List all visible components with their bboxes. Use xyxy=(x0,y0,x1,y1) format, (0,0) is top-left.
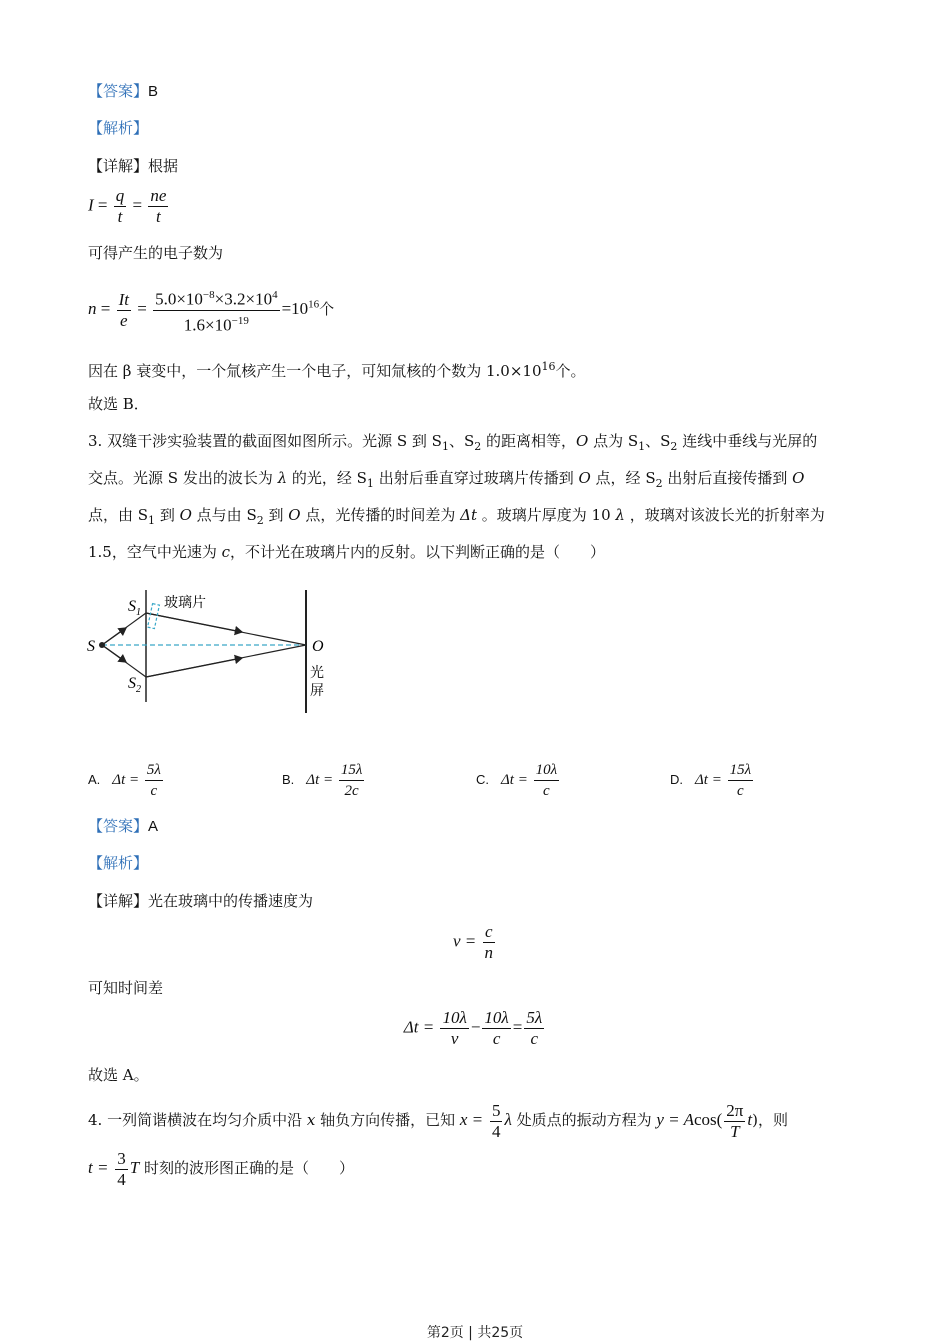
detail-tag: 【详解】 xyxy=(88,157,149,175)
eqdt-frac2 xyxy=(482,1008,510,1049)
q4-l1a: 4. 一列简谐横波在均匀介质中沿 xyxy=(88,1111,307,1129)
eqdt-eq: = xyxy=(512,1017,523,1037)
q4-line2 xyxy=(88,1148,354,1190)
q4-l2t: t = xyxy=(88,1158,109,1177)
eq1-f2-num: ne xyxy=(150,186,167,205)
q3-l3o2: O xyxy=(288,506,301,524)
option-a-den: c xyxy=(150,783,158,799)
q3-l4b: ，不计光在玻璃片内的反射。以下判断正确的是（ ） xyxy=(230,543,606,561)
label-o: O xyxy=(312,638,324,655)
q3-l1s2: 2 xyxy=(474,440,482,453)
q3-l1f: 连线中垂线与光屏的 xyxy=(677,432,818,450)
q4-frac3-den: 4 xyxy=(117,1169,126,1189)
answer-tag: 【答案】 xyxy=(88,82,149,100)
option-d-dt: Δt = xyxy=(695,771,722,788)
q4-l1x: x xyxy=(306,1111,316,1129)
q4-l1b: 轴负方向传播，已知 xyxy=(315,1111,460,1129)
q3-l3a: 点，由 S xyxy=(88,506,149,524)
q3-l4a: 1.5，空气中光速为 xyxy=(88,543,222,561)
eqv-frac xyxy=(483,922,496,963)
page-footer: 第2页 | 共25页 xyxy=(426,1325,524,1341)
q3-l2s1: 1 xyxy=(366,477,374,490)
eq1-frac1 xyxy=(114,186,127,227)
option-b-den: 2c xyxy=(344,783,359,799)
q3-l3s1: 1 xyxy=(148,514,156,527)
q3-l3o: O xyxy=(179,506,192,524)
equation-electron-count: n = $\frac{It}{e}$ = $\frac{5.0\times 10^{-8}\times 3.2\times 10^4}{1.6\times 10^{-19}}$ $=10^{16}$个 xyxy=(88,285,334,335)
analysis-tag: 【解析】 xyxy=(88,119,149,137)
option-c[interactable] xyxy=(476,760,561,801)
q3-l1b: 、S xyxy=(448,432,475,450)
double-slit-diagram xyxy=(82,585,342,720)
eqdt-frac3 xyxy=(524,1008,544,1049)
eq1-f1-num: q xyxy=(115,186,125,205)
label-s2-main: S xyxy=(128,675,136,692)
q4-frac1 xyxy=(490,1101,503,1142)
label-s1-sub: 1 xyxy=(136,607,141,618)
eqdt-f3-den: c xyxy=(530,1029,539,1048)
choose-a: 故选 A。 xyxy=(88,1066,149,1084)
q4-l1d: )，则 xyxy=(752,1111,788,1129)
q3-line3 xyxy=(88,504,825,532)
conclusion-exp: 16 xyxy=(541,360,556,373)
eqdt-f2-den: c xyxy=(492,1029,501,1048)
q4-frac2 xyxy=(724,1101,745,1142)
q3-l1c: 的距离相等， xyxy=(481,432,577,450)
q3-l3g: ，玻璃对该波长光的折射率为 xyxy=(624,506,825,524)
eq2-f1-num: It xyxy=(118,289,129,309)
q3-line1 xyxy=(88,430,817,458)
eq1-equals: = xyxy=(97,195,108,215)
eq1-f1-den: t xyxy=(117,207,123,226)
q3-l3f: 。玻璃片厚度为 10 xyxy=(477,506,616,524)
option-a-num: 5λ xyxy=(145,760,163,781)
option-d-num: 15λ xyxy=(728,760,754,781)
q4-frac1-num: 5 xyxy=(491,1100,501,1120)
option-c-frac xyxy=(534,760,560,801)
equation-time-difference xyxy=(0,1008,950,1049)
option-c-den: c xyxy=(543,783,550,799)
q3-l1s1: 1 xyxy=(441,440,449,453)
eqdt-lhs: Δt = xyxy=(403,1017,435,1037)
q3-detail-text: 光在玻璃中的传播速度为 xyxy=(148,892,314,910)
label-s1-main: S xyxy=(128,598,136,615)
eq2-result-exp: 16 xyxy=(308,298,320,311)
glass-plate xyxy=(148,604,160,629)
option-c-num: 10λ xyxy=(534,760,560,781)
q4-l1y: y = A xyxy=(656,1110,694,1129)
q4-frac3 xyxy=(115,1149,128,1190)
q4-l1t: t xyxy=(747,1110,753,1129)
q3-detail-line xyxy=(88,890,313,912)
source-point xyxy=(99,642,105,648)
eq2-lhs: n xyxy=(88,299,97,319)
option-b[interactable] xyxy=(282,760,366,801)
choose-b: 故选 B． xyxy=(88,395,149,413)
eq2-num-exp1: −8 xyxy=(202,289,215,301)
q4-l2T: T xyxy=(129,1158,140,1177)
q3-l2o: O xyxy=(578,469,591,487)
eq1-lhs: I xyxy=(88,195,94,215)
label-s2 xyxy=(128,675,141,695)
option-d-den: c xyxy=(737,783,744,799)
label-screen-2: 屏 xyxy=(310,683,324,699)
option-d-frac xyxy=(728,760,754,801)
q3-l3d: 到 xyxy=(263,506,289,524)
q3-l1e: 、S xyxy=(645,432,671,450)
label-screen-1: 光 xyxy=(310,665,324,681)
option-a-dt: Δt = xyxy=(112,771,140,788)
q4-l1cos: cos( xyxy=(693,1110,723,1129)
q3-l3e: 点，光传播的时间差为 xyxy=(300,506,461,524)
conclusion-a: 因在 β 衰变中，一个氚核产生一个电子，可知氚核的个数为 1.0×10 xyxy=(88,362,542,380)
conclusion-b: 个。 xyxy=(555,362,586,380)
eq2-den-exp: −19 xyxy=(231,314,249,327)
label-s: S xyxy=(87,638,95,655)
option-c-dt: Δt = xyxy=(501,771,528,788)
q3-l1s3: 1 xyxy=(638,440,646,453)
electrons-text: 可得产生的电子数为 xyxy=(88,244,224,262)
q3-l2s2: 2 xyxy=(655,477,663,490)
eqdt-minus: − xyxy=(470,1017,481,1037)
answer-value: B xyxy=(148,83,159,100)
eqv-lhs: v = xyxy=(452,931,477,951)
eqdt-f1-den: v xyxy=(450,1029,459,1048)
q3-l3c: 点与由 S xyxy=(191,506,257,524)
q3-l3lam: λ xyxy=(615,506,625,524)
eq2-f1-den: e xyxy=(120,310,128,330)
arrow-s-s1 xyxy=(102,628,126,645)
q4-frac3-num: 3 xyxy=(117,1148,126,1168)
q4-l1lam: λ xyxy=(504,1110,512,1129)
option-b-label: B. xyxy=(282,771,295,787)
eq2-result: =10 xyxy=(281,299,309,319)
detail-line xyxy=(88,155,178,177)
eq2-num-exp2: 4 xyxy=(272,289,278,301)
eqdt-f3-num: 5λ xyxy=(526,1008,543,1027)
equation-speed xyxy=(0,922,950,963)
eq2-den-a: 1.6×10 xyxy=(183,315,232,335)
q4-frac1-den: 4 xyxy=(491,1121,501,1141)
q3-l4c: c xyxy=(221,543,231,561)
eq2-f2-num xyxy=(153,285,280,311)
answer-line xyxy=(88,80,158,103)
option-d[interactable] xyxy=(670,760,755,801)
detail-intro: 根据 xyxy=(148,157,179,175)
q4-line1 xyxy=(88,1100,788,1142)
q3-l2e: 出射后直接传播到 xyxy=(662,469,793,487)
q3-l3s2: 2 xyxy=(256,514,264,527)
q3-l1d: 点为 S xyxy=(588,432,639,450)
q4-frac2-den: T xyxy=(730,1121,740,1141)
option-b-num: 15λ xyxy=(339,760,365,781)
eqv-den: n xyxy=(484,943,494,962)
q3-analysis-tag: 【解析】 xyxy=(88,854,149,872)
eq2-num-b: ×3.2×10 xyxy=(214,289,273,309)
arrow-s2-o xyxy=(146,658,242,677)
arrow-s1-o xyxy=(146,613,242,632)
equation-current xyxy=(88,186,170,227)
q3-answer-line xyxy=(88,815,158,838)
q3-l2o2: O xyxy=(792,469,805,487)
q3-l3dt: Δt xyxy=(460,506,477,524)
eq1-f2-den: t xyxy=(156,207,161,226)
q4-l1xeq: x = xyxy=(459,1110,484,1129)
eq1-frac2 xyxy=(148,186,168,227)
arrow-s-s2 xyxy=(102,645,126,662)
option-a-frac xyxy=(145,760,163,801)
q3-l1s4: 2 xyxy=(670,440,678,453)
q3-analysis-line xyxy=(88,852,148,874)
q3-l2c: 出射后垂直穿过玻璃片传播到 xyxy=(373,469,579,487)
q3-l2a: 交点。光源 S 发出的波长为 xyxy=(88,469,278,487)
q3-line2 xyxy=(88,467,804,495)
q3-l1a: 3. 双缝干涉实验装置的截面图如图所示。光源 S 到 S xyxy=(88,432,442,450)
q3-l2lam: λ xyxy=(277,469,288,487)
eq2-frac2 xyxy=(153,285,280,335)
eq2-f2-den xyxy=(153,311,280,336)
label-glass: 玻璃片 xyxy=(164,595,206,611)
eq1-equals-2: = xyxy=(132,195,143,215)
q3-l3b: 到 xyxy=(155,506,180,524)
eq2-frac1 xyxy=(117,290,131,331)
q3-answer-tag: 【答案】 xyxy=(88,817,149,835)
q3-answer-value: A xyxy=(148,818,159,835)
option-b-dt: Δt = xyxy=(306,771,334,788)
option-a[interactable] xyxy=(88,760,165,801)
eqdt-f1-num: 10λ xyxy=(442,1008,467,1027)
option-d-label: D. xyxy=(670,771,683,787)
analysis-line xyxy=(88,117,148,139)
eqdt-frac1 xyxy=(440,1008,468,1049)
eq2-num-a: 5.0×10 xyxy=(155,289,203,309)
q4-frac2-num: 2π xyxy=(726,1100,744,1120)
q4-l1c: 处质点的振动方程为 xyxy=(511,1111,657,1129)
q3-l2b: 的光，经 S xyxy=(287,469,367,487)
eq2-unit: 个 xyxy=(319,302,335,319)
eqv-num: c xyxy=(483,922,496,943)
label-s2-sub: 2 xyxy=(136,684,141,695)
label-s1 xyxy=(128,598,141,618)
option-a-label: A. xyxy=(88,771,101,787)
q3-l1o: O xyxy=(576,432,589,450)
eqdt-f2-num: 10λ xyxy=(484,1008,509,1027)
q4-l2b: 时刻的波形图正确的是（ ） xyxy=(139,1159,354,1177)
option-b-frac xyxy=(339,760,365,801)
conclusion-line xyxy=(88,356,586,382)
q3-detail-tag: 【详解】 xyxy=(88,892,149,910)
q3-l2d: 点，经 S xyxy=(590,469,656,487)
q3-line4 xyxy=(88,541,605,563)
q3-time-diff-text: 可知时间差 xyxy=(88,979,164,997)
option-c-label: C. xyxy=(476,771,489,787)
